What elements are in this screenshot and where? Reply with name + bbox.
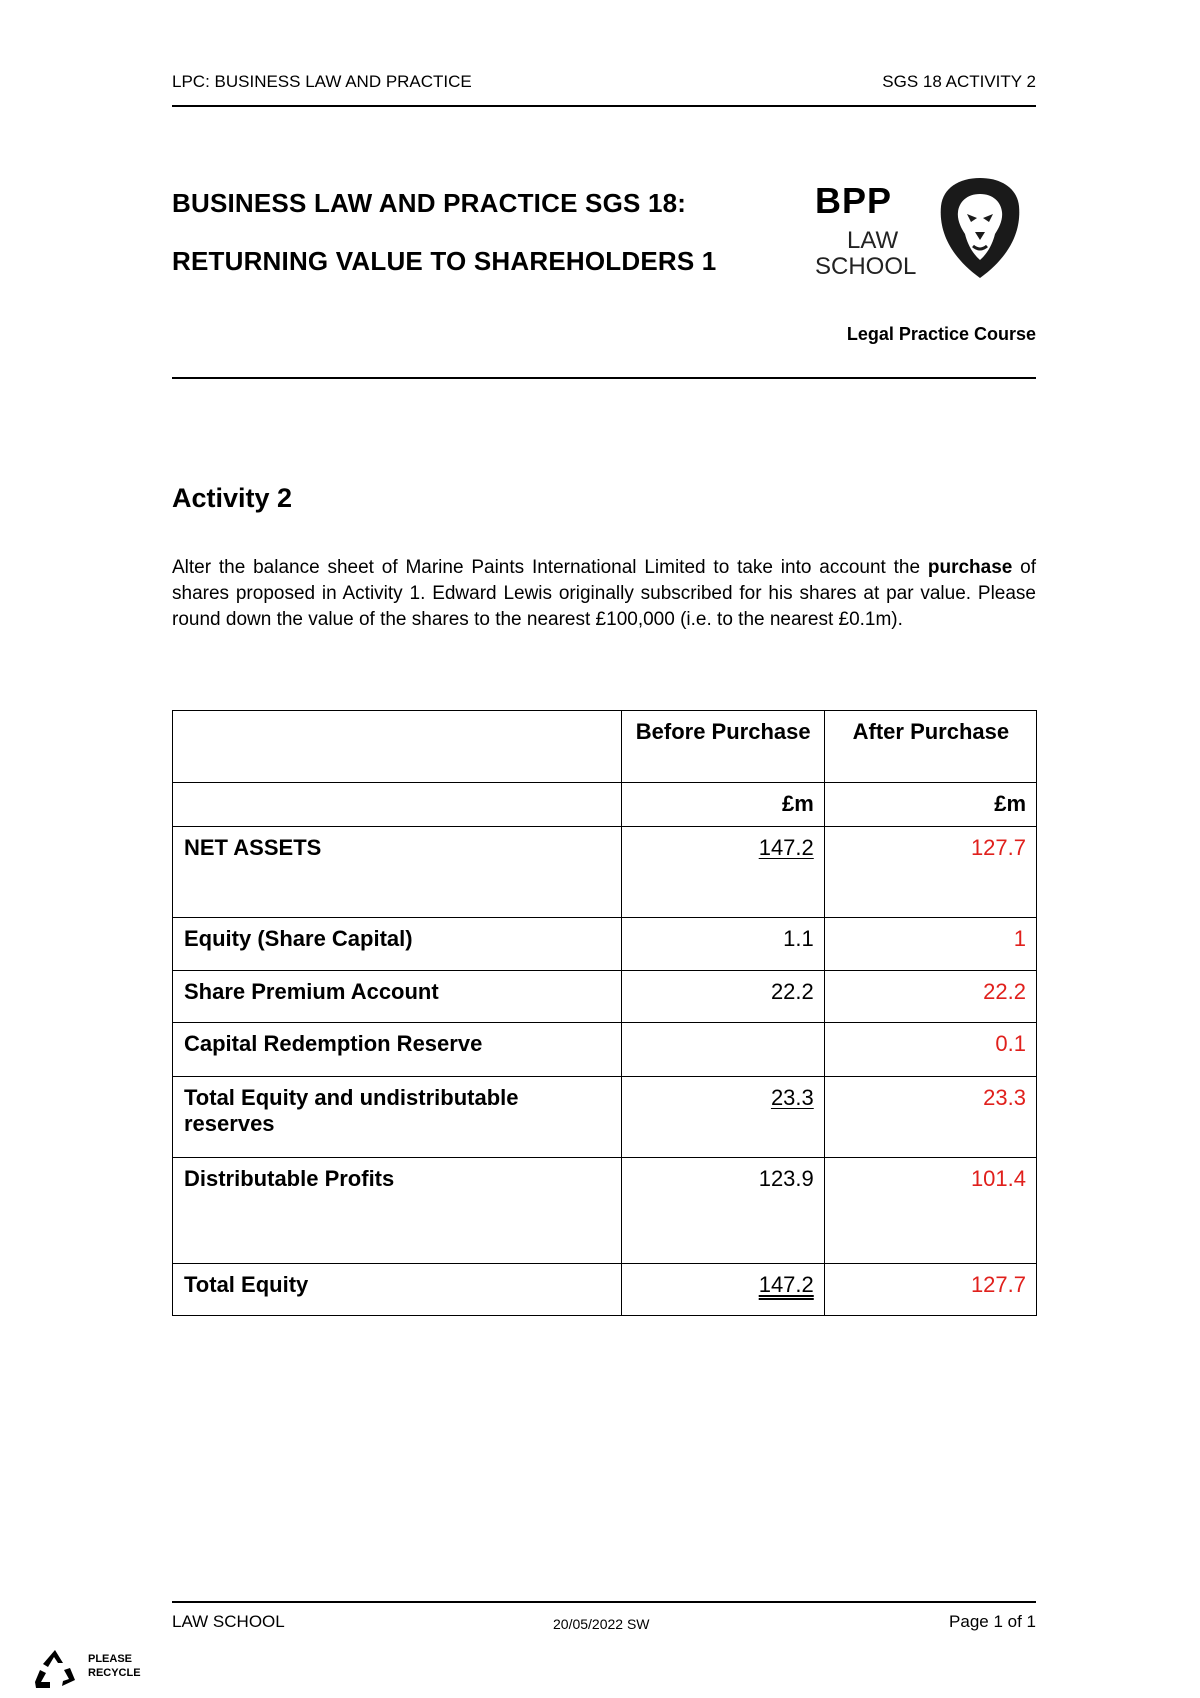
unit-after: £m: [824, 783, 1036, 827]
bpp-logo: [815, 176, 1035, 286]
table-row-net-assets: [173, 827, 1037, 918]
row-before-value: 23.3: [770, 1085, 814, 1110]
row-before-value: 147.2: [758, 835, 814, 860]
instructions-bold-word: purchase: [927, 557, 1013, 578]
row-after-value: 22.2: [824, 971, 1036, 1023]
header-rule: [172, 105, 1036, 107]
header-right: SGS 18 ACTIVITY 2: [882, 72, 1036, 91]
footer-right: Page 1 of 1: [949, 1612, 1036, 1631]
activity-heading: Activity 2: [172, 483, 293, 513]
footer-rule: [172, 1601, 1036, 1603]
header-before: Before Purchase: [621, 711, 824, 783]
lion-shield-icon: [937, 176, 1023, 280]
row-label: NET ASSETS: [173, 827, 622, 918]
row-before-value: 147.2: [758, 1272, 814, 1297]
row-after-value: 101.4: [824, 1158, 1036, 1264]
table-row-share-premium: [173, 971, 1037, 1023]
unit-empty-cell: [173, 783, 622, 827]
table-row-total-equity: [173, 1264, 1037, 1316]
row-label: Total Equity: [173, 1264, 622, 1316]
footer-left: LAW SCHOOL: [172, 1612, 285, 1631]
title-rule: [172, 377, 1036, 379]
row-after-value: 0.1: [824, 1023, 1036, 1077]
row-before-value: [621, 1023, 824, 1077]
logo-law-school: [815, 228, 916, 280]
title-line-1: BUSINESS LAW AND PRACTICE SGS 18:: [172, 188, 687, 218]
logo-brand: BPP: [815, 180, 893, 221]
recycle-badge: [32, 1646, 152, 1692]
unit-before: £m: [621, 783, 824, 827]
header-empty-cell: [173, 711, 622, 783]
table-row-capital-redemption: [173, 1023, 1037, 1077]
row-after-value: 127.7: [824, 827, 1036, 918]
instructions-text-1: Alter the balance sheet of Marine Paints International Limited to take into account the: [172, 557, 928, 578]
row-label: Total Equity and undistributable reserves: [173, 1077, 622, 1158]
title-line-2: RETURNING VALUE TO SHAREHOLDERS 1: [172, 246, 717, 276]
row-label: Share Premium Account: [173, 971, 622, 1023]
row-before-value: 123.9: [621, 1158, 824, 1264]
balance-sheet-table: [172, 710, 1037, 1316]
row-before-value: 22.2: [621, 971, 824, 1023]
row-label: Capital Redemption Reserve: [173, 1023, 622, 1077]
row-after-value: 1: [824, 918, 1036, 971]
row-after-value: 23.3: [824, 1077, 1036, 1158]
logo-line-school: SCHOOL: [815, 253, 917, 280]
table-unit-row: [173, 783, 1037, 827]
row-label: Equity (Share Capital): [173, 918, 622, 971]
table-row-distributable-profits: [173, 1158, 1037, 1264]
row-after-value: 127.7: [824, 1264, 1036, 1316]
table-row-share-capital: [173, 918, 1037, 971]
row-before-value: 1.1: [621, 918, 824, 971]
recycle-line-2: RECYCLE: [88, 1667, 141, 1679]
course-name: Legal Practice Course: [846, 324, 1036, 344]
footer-center: 20/05/2022 SW: [553, 1616, 650, 1632]
row-label: Distributable Profits: [173, 1158, 622, 1264]
table-row-total-undistributable: [173, 1077, 1037, 1158]
table-header-row: [173, 711, 1037, 783]
recycle-line-1: PLEASE: [88, 1653, 133, 1665]
recycle-icon: [32, 1646, 78, 1692]
activity-instructions: [172, 555, 1036, 633]
instructions-text-2: of shares proposed in Activity 1. Edward Lewis originally subscribed for his shares at par value. Please round down the value of the shares to the nearest £100,000 (i.e. to the nearest £0.1m).: [172, 557, 1037, 630]
header-left: LPC: BUSINESS LAW AND PRACTICE: [172, 72, 472, 91]
header-after: After Purchase: [824, 711, 1036, 783]
logo-line-law: LAW: [847, 227, 899, 254]
